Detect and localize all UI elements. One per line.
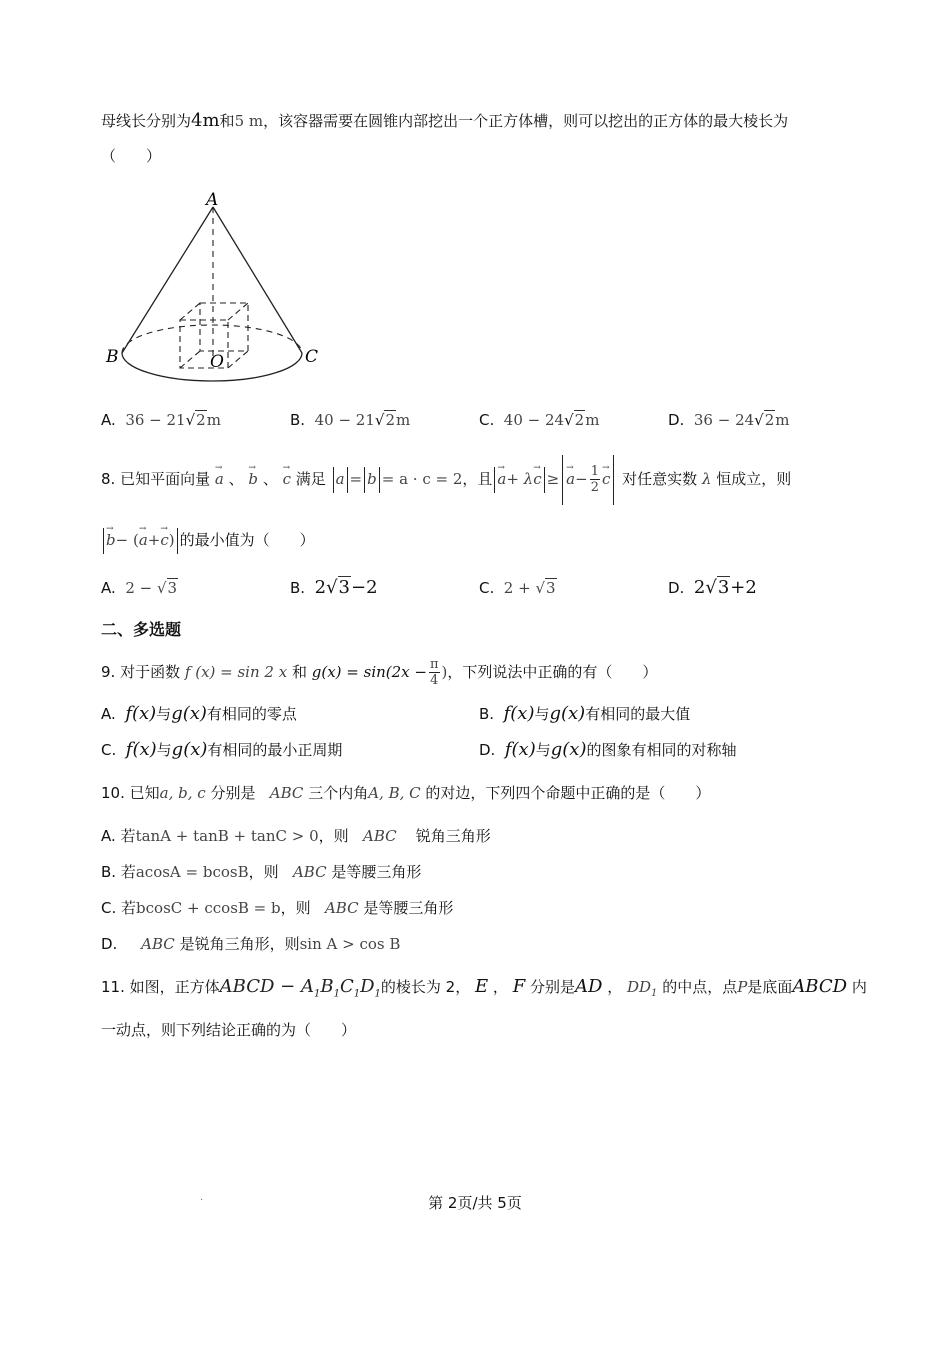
- q9-option-d: D. f(x)与g(x)的图象有相同的对称轴: [479, 739, 737, 760]
- q7-option-b: B. 40 − 21√2m: [290, 411, 411, 429]
- sqrt-symbol: √2: [754, 411, 775, 429]
- cone-side-right: [213, 207, 302, 353]
- sqrt-symbol: √2: [185, 411, 206, 429]
- sqrt-symbol: √2: [374, 411, 395, 429]
- sqrt-symbol: √2: [564, 411, 585, 429]
- footer-dot: .: [200, 1192, 204, 1203]
- label-B: B: [106, 347, 119, 367]
- q7-paren: （ ）: [101, 147, 162, 165]
- q7-option-a: A. 36 − 21√2m: [101, 411, 221, 429]
- cube-name: ABCD − $A_1B_1C_1D_1$: [219, 976, 381, 1000]
- cone-side-left: [122, 207, 213, 353]
- q8-option-a: A. 2 − √3: [101, 579, 178, 597]
- sqrt-symbol: √3: [535, 579, 556, 597]
- segment-dd1: $DD_1$: [626, 978, 658, 999]
- page-number: 第 2页/共 5页: [428, 1194, 522, 1212]
- cone-figure: [100, 185, 340, 385]
- q8-line-1: 8. 已知平面向量 → a 、 → b 、 → c 满足 a = b = a · c = 2，且→ a+ λ→ c ≥→ a− $\frac{1}{2}$ → c 对任意实数 λ 恒成立，则: [101, 454, 791, 505]
- sqrt-symbol: √3: [156, 579, 178, 597]
- length-5m: 5 m: [234, 112, 264, 130]
- section-heading: 二、多选题: [101, 620, 182, 639]
- q7-option-c: C. 40 − 24√2m: [479, 411, 600, 429]
- label-C: C: [305, 347, 319, 367]
- label-A: A: [206, 190, 219, 210]
- q8-option-b: B. 2√3−2: [290, 577, 378, 598]
- q10-option-d: D. ABC 是锐角三角形，则sin A > cos B: [101, 935, 401, 953]
- q8-option-c: C. 2 + √3: [479, 579, 556, 597]
- q9-line-1: 9. 对于函数 f (x) = sin 2 x 和 g(x) = sin(2x − $\frac{\pi}{4}$ )，下列说法中正确的有（ ）: [101, 657, 658, 688]
- sqrt-symbol: √3: [705, 577, 730, 598]
- fraction-pi-4: $\frac{\pi}{4}$: [429, 657, 439, 688]
- base-back: [122, 325, 302, 353]
- q7-option-d: D. 36 − 24√2m: [668, 411, 790, 429]
- q9-option-a: A. f(x)与g(x)有相同的零点: [101, 703, 297, 724]
- q11-line-2: 一动点，则下列结论正确的为（ ）: [101, 1021, 357, 1039]
- q8-option-d: D. 2√3+2: [668, 577, 757, 598]
- q8-line-2: → b− (→ a+→ c) 的最小值为（ ）: [101, 526, 315, 554]
- q10-line-1: 10. 已知a, b, c 分别是 ABC 三个内角A, B, C 的对边，下列四个命题中正确的是（ ）: [101, 784, 711, 802]
- length-4m: 4m: [191, 110, 220, 131]
- q10-option-a: A. 若tanA + tanB + tanC > 0，则 ABC 锐角三角形: [101, 827, 491, 845]
- fraction-half: $\frac{1}{2}$: [590, 464, 599, 495]
- q9-option-c: C. f(x)与g(x)有相同的最小正周期: [101, 739, 343, 760]
- label-O: O: [210, 352, 224, 372]
- q10-option-b: B. 若acosA = bcosB，则 ABC 是等腰三角形: [101, 863, 422, 881]
- q10-option-c: C. 若bcosC + ccosB = b，则 ABC 是等腰三角形: [101, 899, 454, 917]
- q9-option-b: B. f(x)与g(x)有相同的最大值: [479, 703, 691, 724]
- sqrt-symbol: √3: [326, 577, 350, 598]
- q11-line-1: 11. 如图，正方体ABCD − $A_1B_1C_1D_1$的棱长为 2， E ， F 分别是AD ， $DD_1$ 的中点，点P是底面ABCD 内: [101, 976, 867, 1000]
- q7-line-1: 母线长分别为4m和5 m，该容器需要在圆锥内部挖出一个正方体槽，则可以挖出的正方体的最大棱长为: [101, 110, 789, 131]
